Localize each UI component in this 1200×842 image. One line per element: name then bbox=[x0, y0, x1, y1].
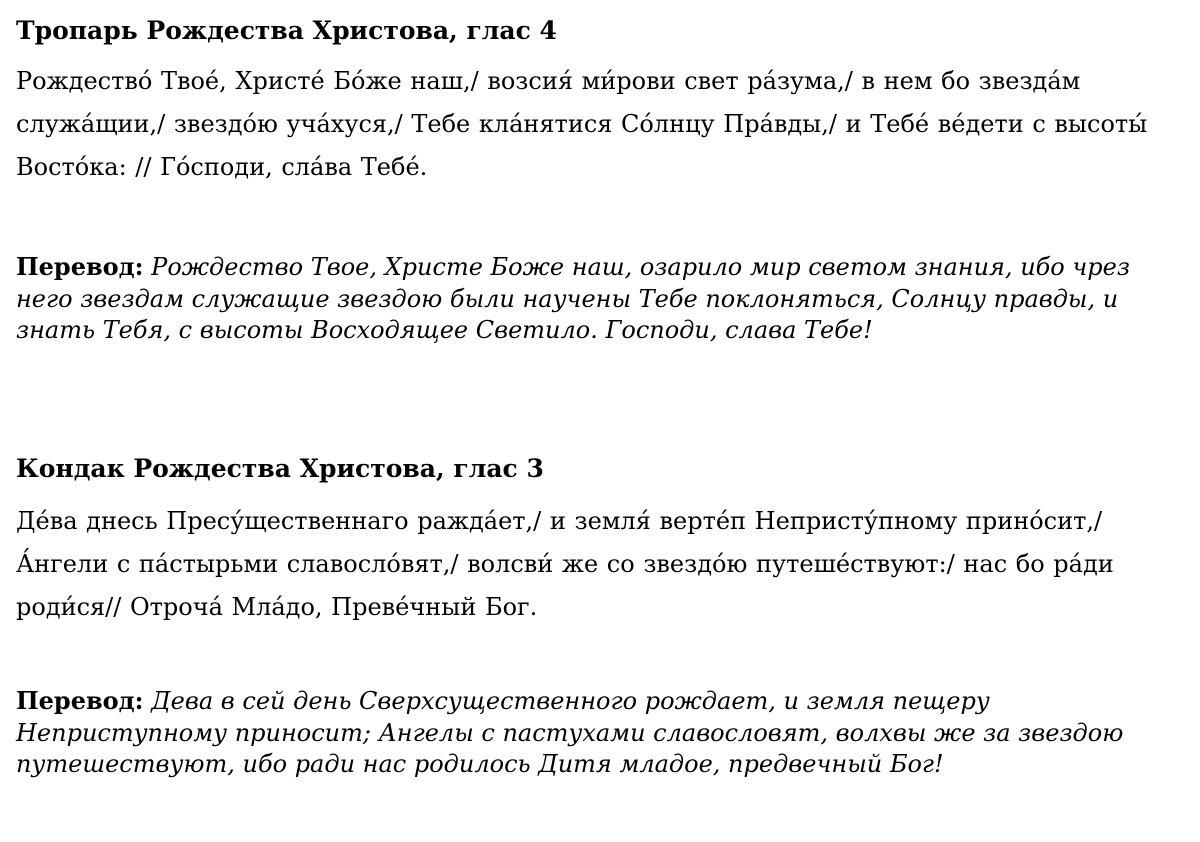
translation-text: Рождество Твое, Христе Боже наш, озарило мир светом знания, ибо чрез него звездам служащие звездою были научены Тебе поклоняться, Солнцу правды, и знать Тебя, с высоты Восходящее Светило. Господи, слава Тебе! bbox=[16, 253, 1130, 344]
troparion-text: Рождество́ Твое́, Христе́ Бо́же наш,/ возсия́ ми́рови свет ра́зума,/ в нем бо звезда́м служа́щии,/ звездо́ю уча́хуся,/ Тебе кла́нятися Со́лнцу Пра́вды,/ и Тебе́ ве́дети с высоты́ Восто́ка: // Го́споди, сла́ва Тебе́. bbox=[16, 67, 1148, 181]
troparion-translation bbox=[16, 251, 1188, 347]
translation-label: Перевод: bbox=[16, 252, 144, 281]
kontakion-heading: Кондак Рождества Христова, глас 3 bbox=[16, 454, 544, 483]
troparion-heading: Тропарь Рождества Христова, глас 4 bbox=[16, 16, 557, 45]
kontakion-text: Де́ва днесь Пресу́щественнаго ражда́ет,/ и земля́ верте́п Непристу́пному прино́сит,/ А́нгели с па́стырьми славосло́вят,/ волсви́ же со звездо́ю путеше́ствуют:/ нас бо ра́ди роди́ся// Отроча́ Мла́до, Преве́чный Бог. bbox=[16, 507, 1114, 621]
translation-label: Перевод: bbox=[16, 686, 144, 715]
translation-text: Дева в сей день Сверхсущественного рождает, и земля пещеру Неприступному приносит; Ангелы с пастухами славословят, волхвы же за звездою путешествуют, ибо ради нас родилось Дитя младое, предвечный Бог! bbox=[16, 687, 1124, 778]
kontakion-translation bbox=[16, 685, 1188, 781]
